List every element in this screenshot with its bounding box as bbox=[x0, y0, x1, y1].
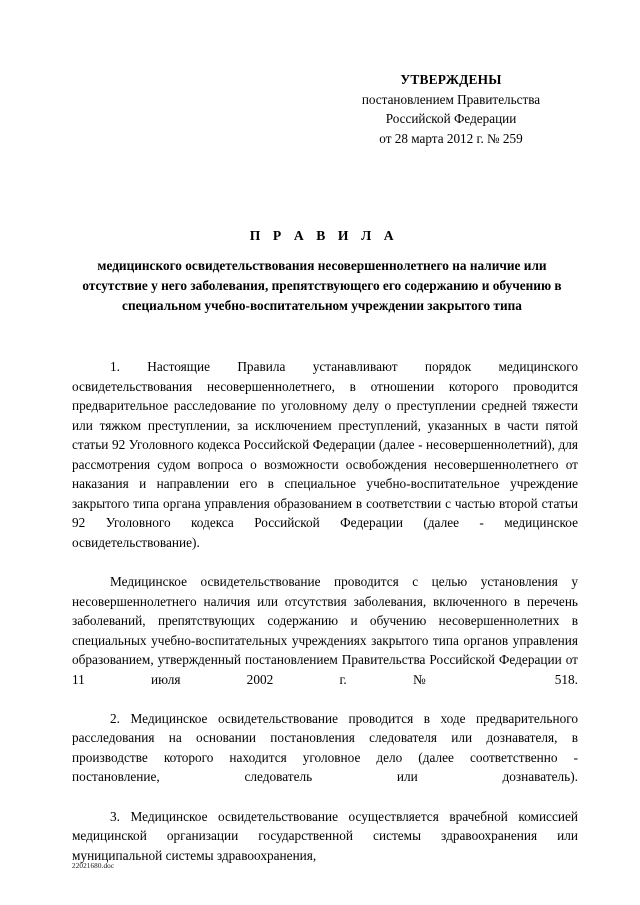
footer-file-stamp: 22021680.doc bbox=[72, 862, 115, 870]
approval-header-line-2: Российской Федерации bbox=[385, 111, 517, 127]
document-title-subtitle: медицинского освидетельствования несовершеннолетнего на наличие или отсутствие у него заболевания, препятствующего его содержанию и обучению в специальном учебно-воспитательном учреждении закрытого типа bbox=[82, 258, 562, 313]
body-paragraph-1: 1. Настоящие Правила устанавливают порядок медицинского освидетельствования несовершеннолетнего, в отношении которого проводится предварительное расследование по уголовному делу о преступлении средней тяжести или тяжком преступлении, за исключением преступлений, указанных в части пятой статьи 92 Уголовного кодекса Российской Федерации (далее - несовершеннолетний), для рассмотрения судом вопроса о возможности освобождения несовершеннолетнего от наказания и направлении его в специальное учебно-воспитательное учреждение закрытого типа органа управления образованием в соответствии с частью второй статьи 92 Уголовного кодекса Российской Федерации (далее - медицинское освидетельствование). bbox=[72, 359, 578, 550]
document-body bbox=[72, 357, 578, 865]
body-paragraph-2: Медицинское освидетельствование проводится с целью установления у несовершеннолетнего наличия или отсутствия заболевания, включенного в перечень заболеваний, препятствующих содержанию и обучению несовершеннолетних в специальных учебно-воспитательных учреждениях закрытого типа органов управления образованием, утвержденный постановлением Правительства Российской Федерации от 11 июля 2002 г. № 518. bbox=[72, 574, 578, 687]
approval-header bbox=[330, 70, 572, 148]
approval-header-line-1: постановлением Правительства bbox=[361, 91, 541, 107]
body-paragraph-4: 3. Медицинское освидетельствование осуществляется врачебной комиссией медицинской организации государственной системы здравоохранения или муниципальной системы здравоохранения, bbox=[72, 808, 578, 863]
body-paragraph-3: 2. Медицинское освидетельствование проводится в ходе предварительного расследования на основании постановления следователя или дознавателя, в производстве которого находится уголовное дело (далее соответственно - постановление, следователь или дознаватель). bbox=[72, 710, 578, 785]
document-title-heading: П Р А В И Л А bbox=[249, 228, 399, 243]
document-title-block bbox=[72, 228, 572, 315]
approval-header-title: УТВЕРЖДЕНЫ bbox=[400, 72, 502, 87]
approval-header-line-3: от 28 марта 2012 г. № 259 bbox=[379, 130, 523, 146]
